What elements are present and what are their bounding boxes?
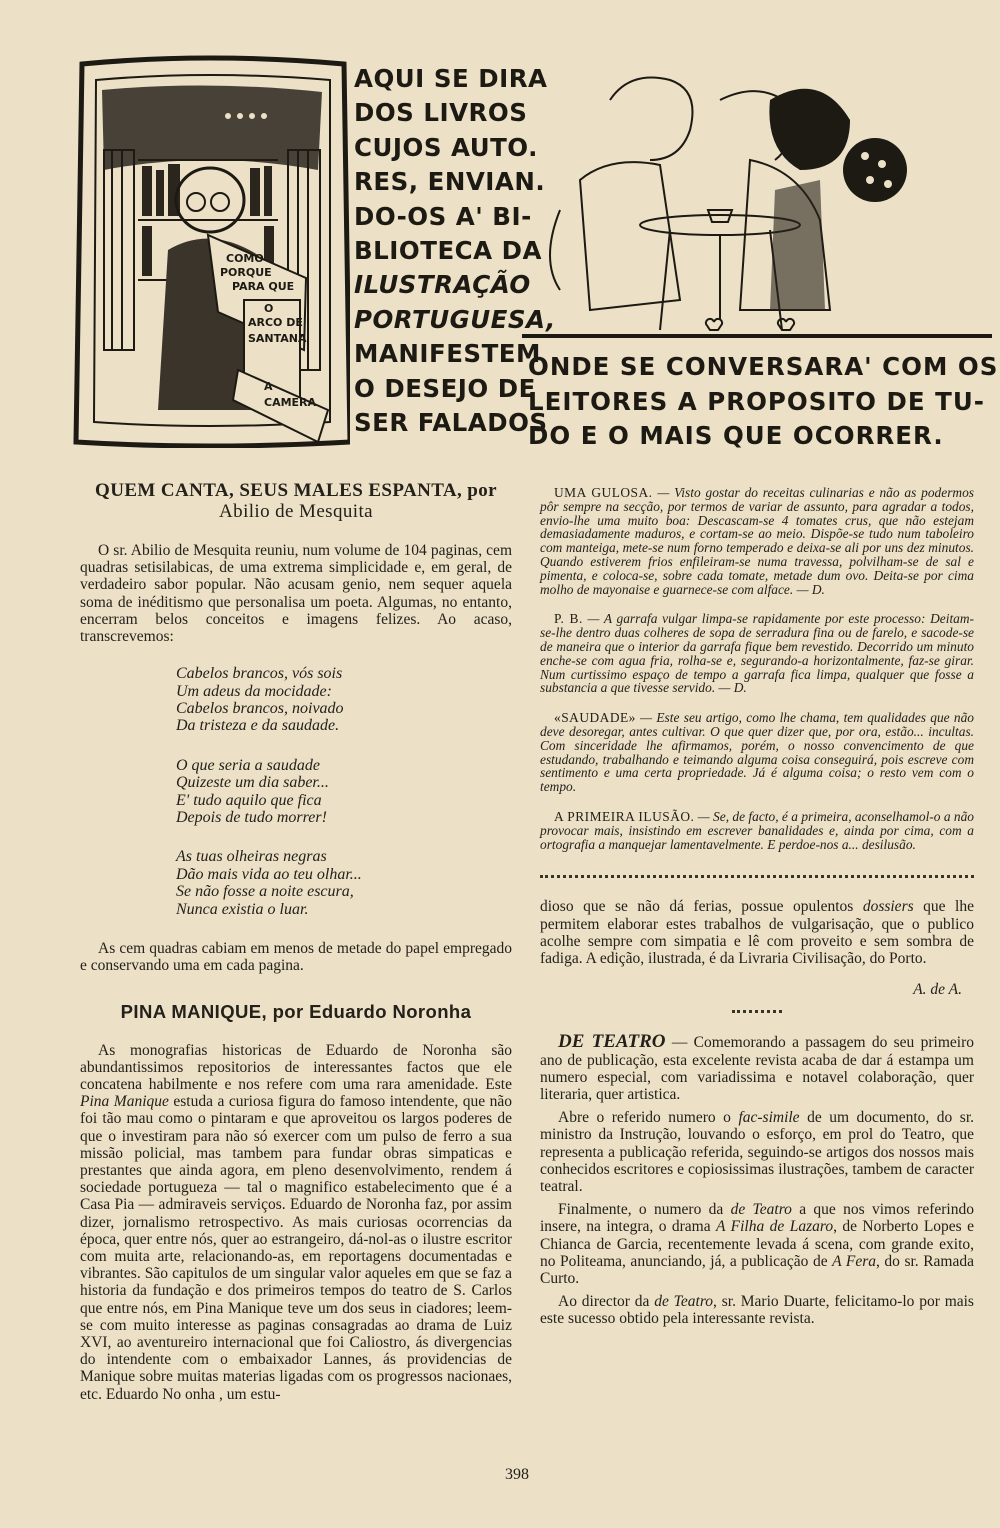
heading-line: CUJOS AUTO. <box>354 132 538 162</box>
dotted-divider <box>732 1010 782 1013</box>
article-title: QUEM CANTA, SEUS MALES ESPANTA, por <box>95 480 497 501</box>
emphasis: dossiers <box>862 898 914 916</box>
poem-line: Depois de tudo morrer! <box>176 809 327 827</box>
emphasis: de Teatro <box>730 1201 792 1219</box>
article-paragraph: O sr. Abilio de Mesquita reuniu, num volume de 104 paginas, cem quadras setisilabicas, de uma extrema simplicidade e, em geral, de verdadeiro sabor popular. Não acusam genio, nem sequer aquela soma de inéditismo que personalisa um poeta. Algumas, no entanto, encerram belos conceitos e imagens felizes. Ao acaso, transcrevemos: <box>80 542 512 646</box>
book-label-2: PORQUE <box>220 266 272 279</box>
poem-line: Cabelos brancos, vós sois <box>176 665 343 683</box>
emphasis: A Fera <box>832 1252 876 1270</box>
poem-line: Um adeus da mocidade: <box>176 682 332 700</box>
poem-line: E' tudo aquilo que fica <box>176 791 322 809</box>
book-label-5: ARCO DE <box>248 316 303 329</box>
book-label-7: A <box>264 380 273 393</box>
book-label-3: PARA QUE <box>232 280 295 293</box>
poem-line: Quizeste um dia saber... <box>176 774 329 792</box>
heading-line: BLIOTECA DA <box>354 236 542 266</box>
reader-name: P. B. <box>554 611 583 627</box>
emphasis: de Teatro <box>654 1293 714 1311</box>
heading-line: SER FALADOS <box>354 408 548 438</box>
article-title: PINA MANIQUE, por Eduardo Noronha <box>120 1000 472 1022</box>
book-title: Pina Manique <box>80 1093 169 1111</box>
text-run: de um documento, do sr. ministro da Instrução, louvando o esforço, em prol do Teatro, que representa a publicação referida, seguindo-se artigos dos nossos mais conhecidos escritores e copiosissimas ilustrações, tambem de caracter teatral. <box>540 1109 974 1195</box>
heading-line: AQUI SE DIRA <box>354 64 548 93</box>
emphasis: fac-simile <box>738 1109 800 1127</box>
reader-reply <box>540 810 974 851</box>
poem-stanza <box>176 757 512 827</box>
text-run: Ao director da <box>558 1293 655 1311</box>
poem-stanza <box>176 848 512 918</box>
right-column <box>540 486 974 1328</box>
heading-line: RES, ENVIAN. <box>354 167 546 197</box>
poem-line: Dão mais vida ao teu olhar... <box>176 865 362 883</box>
page-number: 398 <box>505 1466 529 1483</box>
section-rule <box>522 334 992 338</box>
text-run: dioso que se não dá ferias, possue opulentos <box>540 898 863 916</box>
reader-reply <box>540 612 974 695</box>
text-run: Abre o referido numero o <box>558 1109 739 1127</box>
poem-quotation <box>176 665 512 918</box>
text-run: As monografias historicas de Eduardo de Noronha são abundantissimos repositorios de interessantes factos que ele concatena habilmente e nos refere com uma rara amenidade. Este <box>80 1041 512 1093</box>
heading-line: DOS LIVROS <box>354 98 528 128</box>
text-run: Finalmente, o numero da <box>558 1201 731 1219</box>
article-paragraph <box>540 1201 974 1287</box>
reply-text: — Visto gostar do receitas culinarias e não as podermos pôr sempre na secção, por termos de variar de assunto, para agradar a todos, envio-lhe uma muito boa: Descascam-se 4 tomates crus, que não estejam demasiadamente maduros, e cortam-se ao meio. Dispõe-se tudo num taboleiro com manteiga, mete-se num forno temperado e deixa-se ali por uns dez minutos. Quando estiverem frios enfileiram-se numa travessa, polvilham-se de sal e pimenta, e coloca-se, sobre cada tomate, metade dum ovo. Deita-se por cima molho de mayonaise e guarnece-se com alface. — D. <box>540 485 974 597</box>
article-byline: Abilio de Mesquita <box>219 501 373 522</box>
heading-line: DO E O MAIS QUE OCORRER. <box>528 421 944 450</box>
reader-reply <box>540 711 974 794</box>
text-run: , de Norberto Lopes e Chianca de Garcia, recentemente levada á scena, com grande exito, no Politeama, anunciando, já, a publicação de <box>540 1218 974 1270</box>
poem-line: Se não fosse a noite escura, <box>176 883 354 901</box>
article-paragraph <box>540 1109 974 1195</box>
readers-section-heading <box>528 350 999 454</box>
article-paragraph <box>540 1033 974 1103</box>
text-run: que lhe permitem elaborar estes trabalhos de vulgarisação, que o publico acolhe sempre com simpatia e lê com proveito e sem sombra de fadiga. A edição, ilustrada, é da Livraria Civilisação, do Porto. <box>540 898 974 967</box>
poem-stanza <box>176 665 512 735</box>
library-reader-illustration <box>68 50 350 448</box>
poem-line: Da tristeza e da saudade. <box>176 717 340 735</box>
heading-line: MANIFESTEM <box>354 339 541 369</box>
books-section-heading <box>354 62 556 440</box>
heading-line: LEITORES A PROPOSITO DE TU- <box>528 386 985 416</box>
heading-line: PORTUGUESA, <box>354 304 556 334</box>
poem-line: Nunca existia o luar. <box>176 900 309 918</box>
book-label-4: O <box>264 302 274 315</box>
poem-line: O que seria a saudade <box>176 756 320 774</box>
reply-text: — Este seu artigo, como lhe chama, tem qualidades que não deve desoregar, antes cultivar. O que quer dizer que, por ora, estão... incultas. Com sinceridade lhe afirmamos, porém, o nosso convencimento de que estudando, trabalhando e teimando alguma coisa conseguirá, pois escreve com sentimento e uma certa propriedade. Já é alguma coisa; o resto vem com o tempo. <box>540 710 974 795</box>
reader-name: A PRIMEIRA ILUSÃO. <box>554 808 695 824</box>
reader-name: «SAUDADE» <box>554 710 636 726</box>
poem-line: As tuas olheiras negras <box>176 848 327 866</box>
reply-text: — Se, de facto, é a primeira, aconselhamol-o a não provocar mais, insistindo em escrever banalidades e, ainda por cima, com a ortografia a manquejar lamentavelmente. E perdoe-nos a... desilusão. <box>540 808 974 852</box>
article-paragraph <box>540 1293 974 1327</box>
signature: A. de A. <box>913 981 962 999</box>
couple-conversation-illustration <box>520 60 920 350</box>
article-paragraph <box>540 898 974 967</box>
heading-line: ONDE SE CONVERSARA' COM OS <box>528 352 999 381</box>
article-paragraph: As cem quadras cabiam em menos de metade do papel empregado e conservando uma em cada pagina. <box>80 940 512 975</box>
text-run: , sr. Mario Duarte, felicitamo-lo por mais este sucesso obtido pela interessante revista. <box>540 1293 974 1328</box>
text-run: a que nos vimos referindo insere, na integra, o drama <box>540 1201 974 1236</box>
book-label-6: SANTANA <box>248 332 307 345</box>
left-column <box>80 480 512 1403</box>
reader-reply <box>540 486 974 596</box>
dotted-divider <box>540 875 974 878</box>
heading-line: O DESEJO DE <box>354 373 536 403</box>
heading-line: ILUSTRAÇÃO <box>354 270 531 300</box>
poem-line: Cabelos brancos, noivado <box>176 700 344 718</box>
heading-line: DO-OS A' BI- <box>354 201 532 231</box>
text-run: , do sr. Ramada Curto. <box>540 1252 974 1287</box>
reader-name: UMA GULOSA. <box>554 485 653 500</box>
text-run: estuda a curiosa figura do famoso intendente, que não foi tão mau como o pintaram e que aproveitou os largos poderes de que o investiram para não só exercer com um pulso de ferro a sua missão policial, mas tambem para fundar obras simpaticas e prestantes que ainda agora, em pleno desenvolvimento, rendem á sociedade portugueza — tal o magnifico estabelecimento que é a Casa Pia — admiraveis serviços. Eduardo de Noronha faz, por assim dizer, jornalismo retrospectivo. As mais curiosas ocorrencias da época, quer entre nós, quer ao estrangeiro, dá-nol-as o ilustre escritor com muita arte, relacionando-as, em reportagens documentadas e vibrantes. São capitulos de um singular valor aqueles em que se faz a historia da fundação e dos primeiros tempos do teatro de S. Carlos que entre nós, em Pina Manique teve um dos seus in ciadores; leem-se com muito interesse as paginas consagradas ao drama de Luiz XVI, ao aventureiro internacional que foi Caliostro, ás divergencias do intendente com o embaixador Lannes, ás providencias de Manique sobre muitas materias ligadas com os progressos nacionaes, etc. Eduardo No onha , um estu- <box>80 1093 513 1403</box>
book-label-8: CAMERA <box>264 396 317 409</box>
text-run: — Comemorando a passagem do seu primeiro ano de publicação, esta excelente revista acaba de dar á estampa um numero especial, com variadissima e notavel colaboração, quer literaria, quer artistica. <box>540 1034 974 1103</box>
section-title: DE TEATRO <box>558 1031 666 1053</box>
emphasis: A Filha de Lazaro <box>716 1218 834 1236</box>
reply-text: — A garrafa vulgar limpa-se rapidamente por este processo: Deitam-se-lhe dentro duas colheres de sopa de serradura fina ou de farelo, e sacode-se de maneira que o interior da garrafa fique bem revestido. Decorrido um minuto enche-se com agua fria, rolha-se e, segurando-a horizontalmente, faz-se girar. Num curtissimo espaço de tempo a garrafa fica limpa, qualquer que fosse a substancia a que tivesse servido. — D. <box>540 611 974 696</box>
article-paragraph <box>80 1042 512 1403</box>
book-label-1: COMO <box>226 252 264 265</box>
